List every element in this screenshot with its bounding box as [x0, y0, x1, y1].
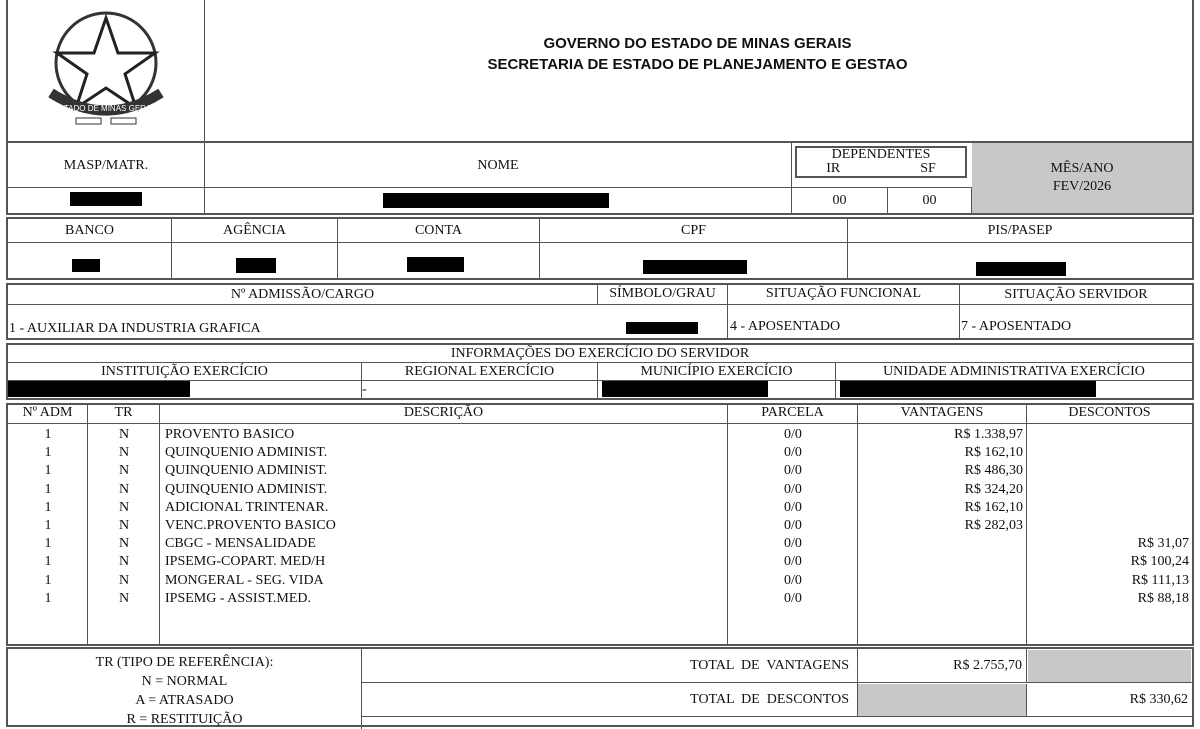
cpf-label: CPF — [540, 219, 848, 278]
cell-adm: 1 — [44, 572, 52, 588]
sit-serv-value: 7 - APOSENTADO — [961, 319, 1072, 334]
table-row — [8, 481, 1192, 499]
cell-tr: N — [118, 445, 130, 461]
municipio-label: MUNICÍPIO EXERCÍCIO — [598, 363, 836, 381]
total-descontos-value: R$ 330,62 — [1129, 692, 1188, 707]
state-coat-of-arms-logo — [31, 8, 181, 133]
table-row — [8, 499, 1192, 517]
mes-ano-label: MÊS/ANO — [1050, 161, 1114, 176]
cell-adm: 1 — [44, 499, 52, 515]
header-line1: GOVERNO DO ESTADO DE MINAS GERAIS — [543, 35, 852, 52]
logo-box — [8, 0, 205, 141]
cell-adm: 1 — [44, 518, 52, 533]
regional-value: - — [362, 381, 367, 397]
cell-parcela: 0/0 — [784, 445, 802, 461]
col-adm: Nº ADM — [22, 405, 73, 420]
cpf-redacted — [643, 260, 747, 274]
cell-adm: 1 — [44, 427, 52, 442]
conta-redacted — [407, 257, 464, 272]
table-row — [8, 517, 1192, 535]
table-row — [8, 553, 1192, 571]
cell-descricao: MONGERAL - SEG. VIDA — [165, 572, 324, 588]
nome-label: NOME — [205, 143, 792, 188]
col-tr: TR — [114, 405, 133, 420]
cell-descontos: R$ 88,18 — [1137, 590, 1189, 606]
conta-label: CONTA — [338, 219, 540, 278]
table-row — [8, 535, 1192, 553]
cell-vantagens: R$ 1.338,97 — [954, 427, 1023, 442]
sit-serv-label: SITUAÇÃO SERVIDOR — [1004, 287, 1148, 302]
instituicao-label: INSTITUIÇÃO EXERCÍCIO — [8, 363, 362, 381]
simbolo-label: SÍMBOLO/GRAU — [598, 285, 728, 338]
municipio-redacted — [602, 381, 768, 397]
sf-label: SF — [920, 161, 936, 176]
cell-vantagens: R$ 324,20 — [964, 481, 1023, 497]
agencia-label: AGÊNCIA — [172, 219, 338, 278]
ir-label: IR — [826, 161, 841, 176]
admissao-value: 1 - AUXILIAR DA INDUSTRIA GRAFICA — [9, 321, 261, 336]
cell-parcela: 0/0 — [784, 554, 802, 570]
cell-descricao: QUINQUENIO ADMINIST. — [165, 481, 328, 497]
header-line2: SECRETARIA DE ESTADO DE PLANEJAMENTO E GESTAO — [487, 56, 908, 73]
ir-value: 00 — [792, 188, 888, 213]
cell-vantagens: R$ 282,03 — [964, 518, 1023, 533]
legend-title: TR (TIPO DE REFERÊNCIA): — [95, 655, 274, 670]
table-row — [8, 462, 1192, 480]
cell-adm: 1 — [44, 463, 52, 479]
cell-tr: N — [118, 536, 130, 552]
col-parcela: PARCELA — [761, 405, 824, 420]
unidade-redacted — [840, 381, 1096, 397]
total-vantagens-label: TOTAL DE VANTAGENS — [362, 649, 858, 683]
cell-descricao: ADICIONAL TRINTENAR. — [165, 499, 329, 515]
cell-tr: N — [118, 590, 130, 606]
cell-tr: N — [118, 463, 130, 479]
cell-descricao: QUINQUENIO ADMINIST. — [165, 463, 328, 479]
table-row — [8, 444, 1192, 462]
cell-descontos: R$ 100,24 — [1130, 554, 1189, 570]
cell-vantagens: R$ 162,10 — [964, 499, 1023, 515]
cell-vantagens: R$ 162,10 — [964, 445, 1023, 461]
table-row — [8, 572, 1192, 590]
legend-restituicao: R = RESTITUIÇÃO — [126, 712, 243, 727]
col-descricao: DESCRIÇÃO — [403, 405, 484, 420]
table-row — [8, 590, 1192, 608]
sf-value: 00 — [888, 188, 972, 213]
cell-descricao: IPSEMG - ASSIST.MED. — [165, 590, 311, 606]
cell-adm: 1 — [44, 554, 52, 570]
cell-parcela: 0/0 — [784, 536, 802, 552]
sit-func-label: SITUAÇÃO FUNCIONAL — [728, 285, 960, 338]
cell-tr: N — [118, 499, 130, 515]
cell-parcela: 0/0 — [784, 463, 802, 479]
total-descontos-label: TOTAL DE DESCONTOS — [362, 683, 858, 717]
cell-parcela: 0/0 — [784, 590, 802, 606]
masp-label: MASP/MATR. — [8, 143, 205, 188]
cell-parcela: 0/0 — [784, 518, 802, 533]
admissao-label: Nº ADMISSÃO/CARGO — [8, 285, 598, 305]
cell-tr: N — [118, 572, 130, 588]
cell-descricao: PROVENTO BASICO — [165, 427, 295, 442]
exercicio-title: INFORMAÇÕES DO EXERCÍCIO DO SERVIDOR — [8, 345, 1192, 363]
cell-parcela: 0/0 — [784, 572, 802, 588]
total-vantagens-value: R$ 2.755,70 — [858, 649, 1027, 683]
simbolo-redacted — [626, 322, 698, 334]
instituicao-redacted — [8, 381, 190, 397]
cell-tr: N — [118, 427, 130, 442]
cell-parcela: 0/0 — [784, 481, 802, 497]
cell-descricao: QUINQUENIO ADMINIST. — [165, 445, 328, 461]
regional-label: REGIONAL EXERCÍCIO — [362, 363, 598, 381]
legend-normal: N = NORMAL — [141, 674, 228, 689]
cell-parcela: 0/0 — [784, 427, 802, 442]
col-descontos: DESCONTOS — [1068, 405, 1151, 420]
cell-descontos: R$ 111,13 — [1131, 572, 1189, 588]
cell-tr: N — [118, 554, 130, 570]
nome-redacted — [383, 193, 609, 208]
cell-tr: N — [118, 481, 130, 497]
cell-tr: N — [118, 518, 130, 533]
mes-ano-box — [972, 143, 1192, 213]
dependentes-label: DEPENDENTES — [831, 147, 931, 162]
cell-descricao: CBGC - MENSALIDADE — [165, 536, 316, 552]
cell-adm: 1 — [44, 590, 52, 606]
cell-descricao: IPSEMG-COPART. MED/H — [165, 554, 326, 570]
cell-descontos: R$ 31,07 — [1137, 536, 1189, 552]
cell-descricao: VENC.PROVENTO BASICO — [165, 518, 336, 533]
cell-adm: 1 — [44, 536, 52, 552]
cell-adm: 1 — [44, 445, 52, 461]
legend-atrasado: A = ATRASADO — [135, 693, 234, 708]
pis-redacted — [976, 262, 1066, 276]
agencia-redacted — [236, 258, 276, 273]
sit-func-value: 4 - APOSENTADO — [730, 319, 841, 334]
masp-redacted — [70, 192, 142, 206]
banco-label: BANCO — [8, 219, 172, 278]
svg-text:ESTADO DE MINAS GERAIS: ESTADO DE MINAS GERAIS — [53, 104, 159, 113]
cell-parcela: 0/0 — [784, 499, 802, 515]
cell-adm: 1 — [44, 481, 52, 497]
banco-redacted — [72, 259, 100, 272]
pis-label: PIS/PASEP — [987, 223, 1053, 238]
unidade-label: UNIDADE ADMINISTRATIVA EXERCÍCIO — [883, 364, 1145, 379]
col-vantagens: VANTAGENS — [900, 405, 984, 420]
dependentes-box — [795, 146, 967, 178]
mes-ano-value: FEV/2026 — [1052, 179, 1112, 194]
cell-vantagens: R$ 486,30 — [964, 463, 1023, 479]
table-row — [8, 426, 1192, 444]
